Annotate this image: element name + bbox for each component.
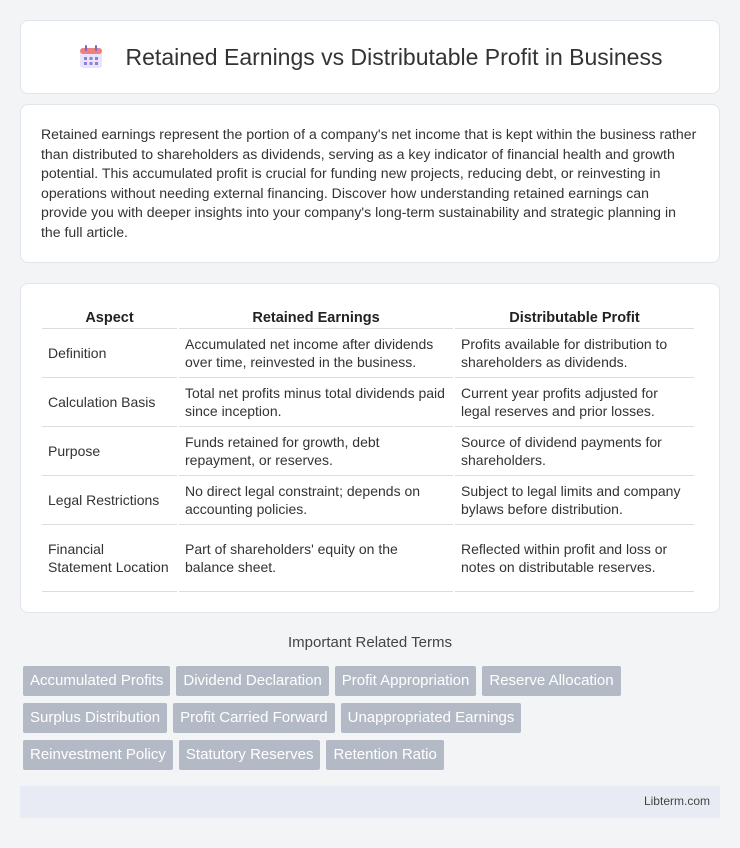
related-term-tag[interactable]: Unappropriated Earnings (341, 703, 522, 733)
table-cell: Accumulated net income after dividends over time, reinvested in the business. (179, 329, 453, 378)
table-cell: Subject to legal limits and company bylaws before distribution. (455, 476, 694, 525)
related-term-tag[interactable]: Reinvestment Policy (23, 740, 173, 770)
related-term-tag[interactable]: Statutory Reserves (179, 740, 321, 770)
table-row (42, 427, 694, 476)
related-term-tag[interactable]: Accumulated Profits (23, 666, 170, 696)
table-row (42, 378, 694, 427)
table-cell: Calculation Basis (42, 378, 177, 427)
related-term-tag[interactable]: Profit Appropriation (335, 666, 477, 696)
table-cell: Source of dividend payments for shareholders. (455, 427, 694, 476)
intro-card (20, 104, 720, 263)
table-cell: Current year profits adjusted for legal reserves and prior losses. (455, 378, 694, 427)
related-term-tag[interactable]: Surplus Distribution (23, 703, 167, 733)
footer (20, 786, 720, 818)
intro-text: Retained earnings represent the portion of a company's net income that is kept within the business rather than distributed to shareholders as dividends, serving as a key indicator of financial health and growth potential. This accumulated profit is crucial for funding new projects, reducing debt, or reinvesting in operations without needing external financing. Discover how understanding retained earnings can provide you with deeper insights into your company's long-term sustainability and strategic planning in the full article. (41, 126, 697, 240)
related-term-tag[interactable]: Reserve Allocation (482, 666, 620, 696)
table-cell: No direct legal constraint; depends on accounting policies. (179, 476, 453, 525)
page-title: Retained Earnings vs Distributable Profit in Business (125, 43, 663, 70)
table-cell: Part of shareholders' equity on the balance sheet. (179, 525, 453, 592)
related-term-tag[interactable]: Retention Ratio (326, 740, 443, 770)
calendar-icon (78, 44, 104, 70)
table-cell: Profits available for distribution to shareholders as dividends. (455, 329, 694, 378)
table-header-row (42, 304, 694, 329)
related-term-tag[interactable]: Dividend Declaration (176, 666, 328, 696)
footer-link[interactable]: Libterm.com (643, 794, 710, 808)
table-cell: Definition (42, 329, 177, 378)
table-row (42, 329, 694, 378)
table-cell: Legal Restrictions (42, 476, 177, 525)
comparison-table-card (20, 283, 720, 613)
table-cell: Purpose (42, 427, 177, 476)
table-row (42, 476, 694, 525)
related-term-tag[interactable]: Profit Carried Forward (173, 703, 335, 733)
table-cell: Funds retained for growth, debt repayment, or reserves. (179, 427, 453, 476)
table-cell: Reflected within profit and loss or notes on distributable reserves. (455, 525, 694, 592)
column-header: Distributable Profit (455, 304, 694, 329)
column-header: Aspect (42, 304, 177, 329)
column-header: Retained Earnings (179, 304, 453, 329)
related-terms-tags (23, 666, 723, 777)
related-terms-title: Important Related Terms (288, 634, 452, 651)
table-cell: Total net profits minus total dividends paid since inception. (179, 378, 453, 427)
comparison-table (40, 304, 696, 592)
table-cell: Financial Statement Location (42, 525, 177, 592)
table-row (42, 525, 694, 592)
header-card (20, 20, 720, 94)
